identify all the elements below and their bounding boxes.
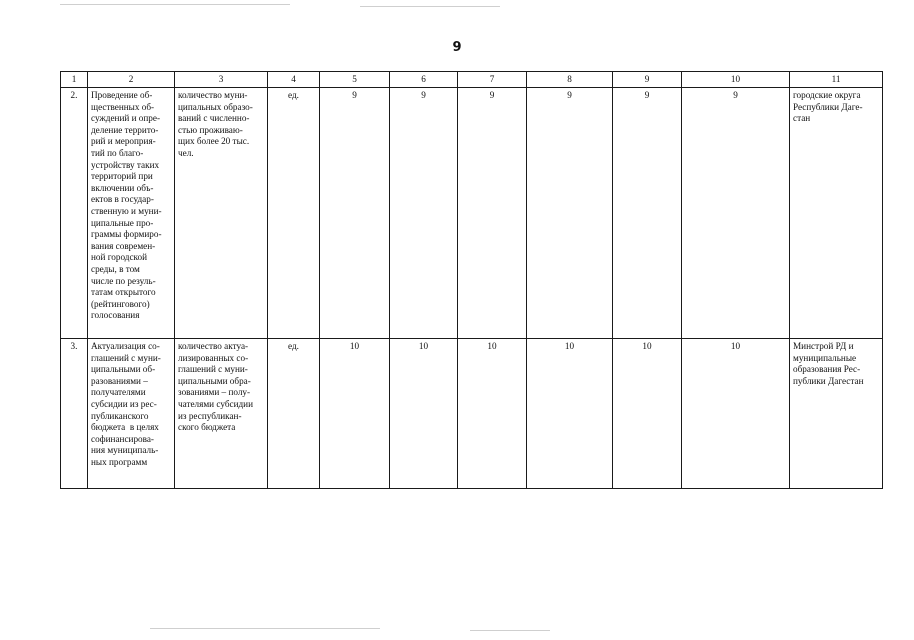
event-text: Проведение об- щественных об- суждений и опре- деление террито- рий и мероприя- тий по благо- устройству таких территорий при включении объ- ектов в государ- ственную и муни- ципальные про- граммы формиро- вания современ- ной городской среды, в том числе по резуль- татам открытого (рейтингового) голосования [91, 90, 162, 321]
table-row [61, 88, 883, 339]
value-cell: 10 [390, 339, 458, 489]
header-cell: 1 [61, 72, 88, 88]
indicator-cell [175, 339, 268, 489]
responsible-text: городские округа Республики Даге- стан [793, 90, 863, 124]
header-cell: 2 [88, 72, 175, 88]
unit-cell: ед. [268, 88, 320, 339]
header-cell: 10 [682, 72, 790, 88]
value-cell: 9 [527, 88, 613, 339]
event-cell [88, 88, 175, 339]
page-number: 9 [452, 40, 462, 55]
header-cell: 3 [175, 72, 268, 88]
event-text: Актуализация со- глашений с муни- ципальными об- разованиями – получателями субсидии из рес- публиканского бюджета в целях софинансирова- ния муниципаль- ных программ [91, 341, 161, 467]
scan-artifact [60, 4, 290, 5]
header-cell: 7 [458, 72, 527, 88]
indicator-text: количество муни- ципальных образо- ваний с численно- стью проживаю- щих более 20 тыс. чел. [178, 90, 253, 158]
scan-artifact [150, 628, 380, 629]
scan-artifact [470, 630, 550, 631]
value-cell: 10 [527, 339, 613, 489]
header-cell: 8 [527, 72, 613, 88]
value-cell: 10 [458, 339, 527, 489]
table-header-row [61, 72, 883, 88]
value-cell: 10 [613, 339, 682, 489]
value-cell: 9 [613, 88, 682, 339]
scan-artifact [360, 6, 500, 7]
table-row [61, 339, 883, 489]
header-cell: 4 [268, 72, 320, 88]
indicator-cell [175, 88, 268, 339]
indicator-text: количество актуа- лизированных со- глашений с муни- ципальными обра- зованиями – полу- чателями субсидии из республикан- ского бюджета [178, 341, 253, 433]
header-cell: 9 [613, 72, 682, 88]
value-cell: 9 [458, 88, 527, 339]
value-cell: 9 [390, 88, 458, 339]
header-cell: 6 [390, 72, 458, 88]
row-number: 3. [61, 339, 88, 489]
value-cell: 9 [682, 88, 790, 339]
value-cell: 9 [320, 88, 390, 339]
responsible-cell [790, 88, 883, 339]
row-number: 2. [61, 88, 88, 339]
header-cell: 5 [320, 72, 390, 88]
event-cell [88, 339, 175, 489]
value-cell: 10 [320, 339, 390, 489]
header-cell: 11 [790, 72, 883, 88]
indicator-table [60, 71, 883, 489]
unit-cell: ед. [268, 339, 320, 489]
responsible-text: Минстрой РД и муниципальные образования Рес- публики Дагестан [793, 341, 864, 386]
value-cell: 10 [682, 339, 790, 489]
responsible-cell [790, 339, 883, 489]
